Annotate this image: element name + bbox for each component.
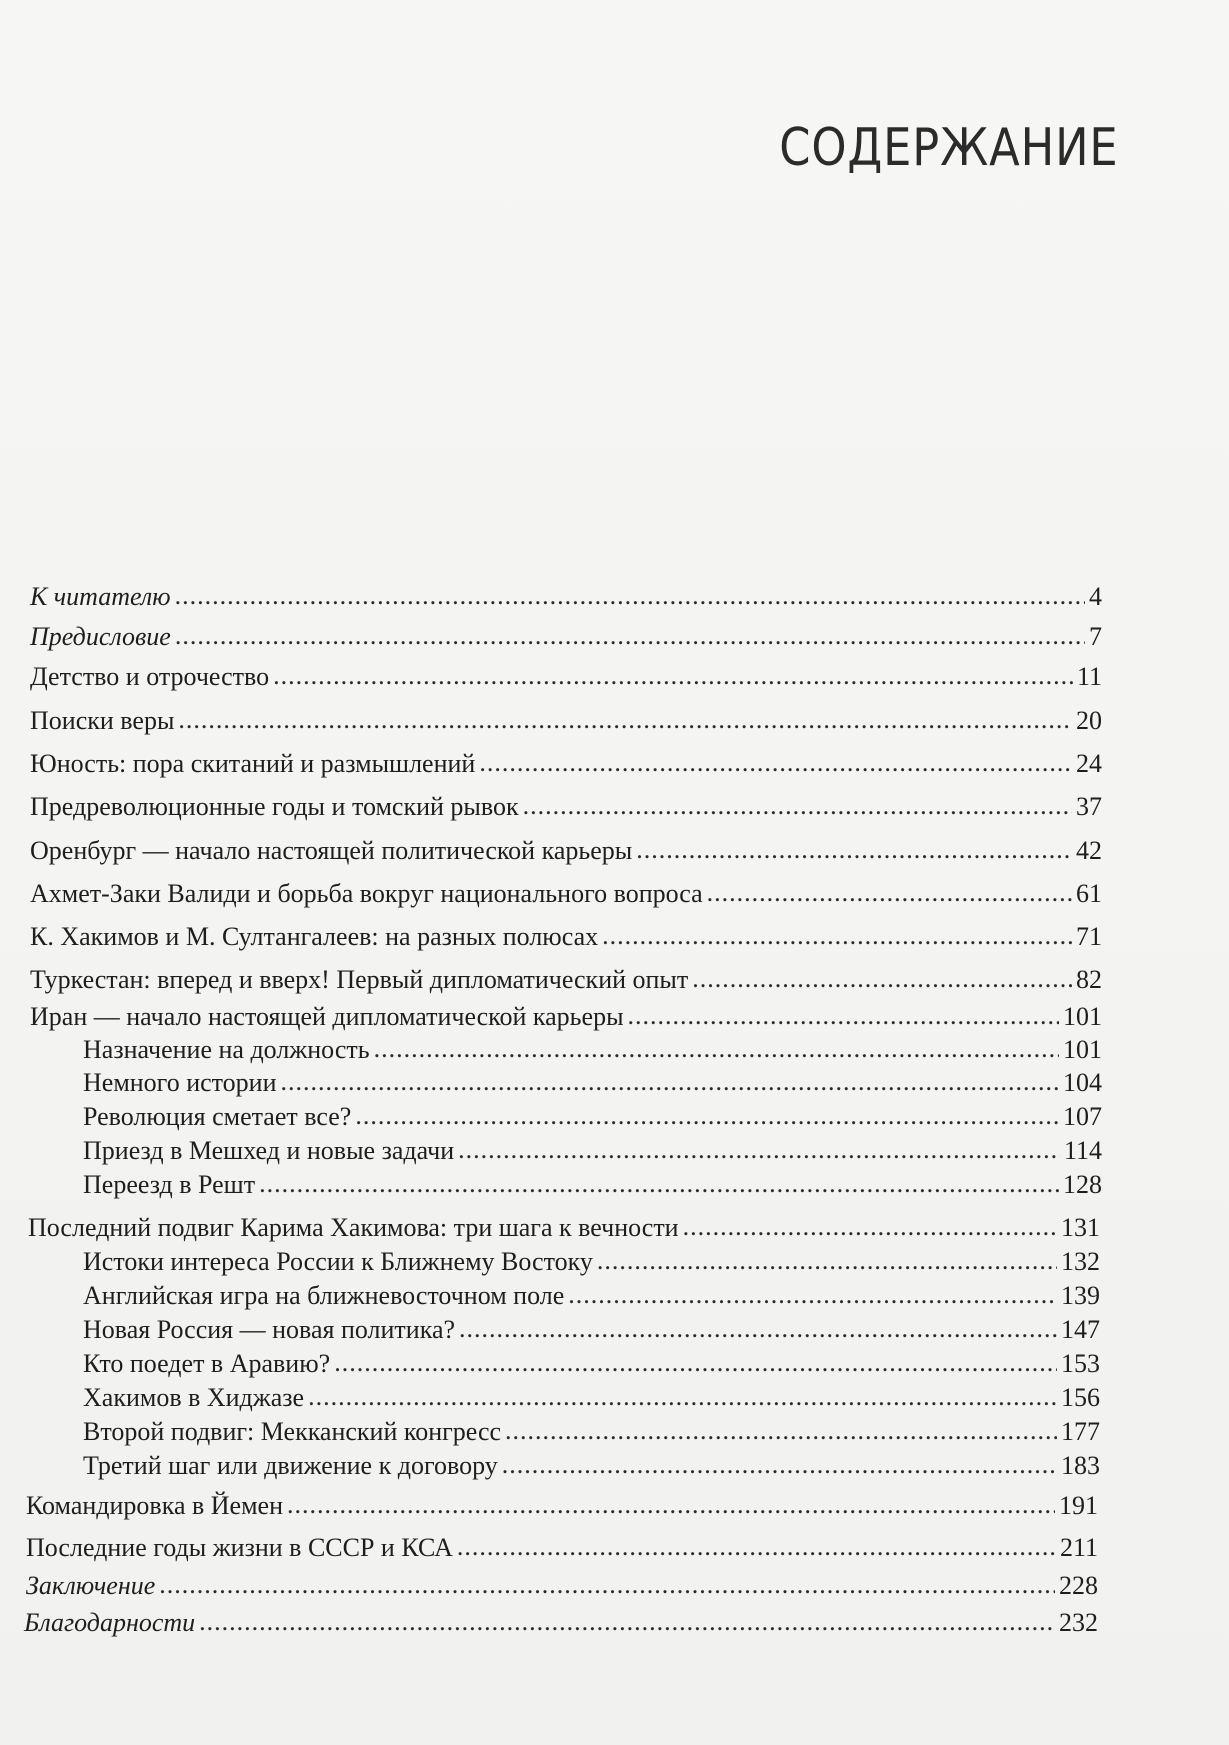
toc-entry	[26, 1533, 1098, 1563]
toc-entry-label: Кто поедет в Аравию?	[83, 1349, 331, 1378]
toc-entry-label: Детство и отрочество	[30, 662, 270, 691]
toc-leader-dots	[273, 661, 1073, 691]
toc-entry-page: 37	[1076, 792, 1102, 821]
toc-entry-page: 147	[1061, 1315, 1100, 1344]
toc-subentry	[83, 1170, 1102, 1200]
toc-entry-label: Третий шаг или движение к договору	[83, 1451, 498, 1480]
toc-entry-label: Юность: пора скитаний и размышлений	[30, 749, 476, 778]
toc-entry-page: 11	[1076, 662, 1102, 691]
page-title: СОДЕРЖАНИЕ	[779, 118, 1119, 178]
toc-entry-label: Предисловие	[30, 622, 171, 651]
toc-entry-page: 42	[1076, 836, 1102, 865]
toc-leader-dots	[175, 581, 1085, 611]
toc-entry-page: 101	[1063, 1035, 1102, 1064]
toc-leader-dots	[334, 1348, 1057, 1378]
toc-entry-page: 191	[1059, 1491, 1098, 1520]
toc-entry	[30, 922, 1102, 952]
toc-entry	[30, 749, 1102, 779]
toc-entry-label: Заключение	[26, 1571, 156, 1600]
toc-leader-dots	[707, 878, 1072, 908]
toc-entry-label: Последний подвиг Карима Хакимова: три шага к вечности	[28, 1213, 679, 1242]
toc-leader-dots	[458, 1135, 1060, 1165]
toc-entry-label: Истоки интереса России к Ближнему Востоку	[83, 1247, 593, 1276]
toc-entry-label: Второй подвиг: Мекканский конгресс	[83, 1417, 502, 1446]
toc-entry-label: Иран — начало настоящей дипломатической карьеры	[30, 1002, 624, 1031]
toc-leader-dots	[159, 1570, 1055, 1600]
toc-subentry	[83, 1068, 1102, 1098]
toc-entry	[28, 1213, 1100, 1243]
toc-entry-label: Предреволюционные годы и томский рывок	[30, 792, 519, 821]
toc-entry	[30, 662, 1102, 692]
toc-leader-dots	[178, 705, 1072, 735]
toc-entry-label: Ахмет-Заки Валиди и борьба вокруг национального вопроса	[30, 879, 703, 908]
toc-entry	[24, 1608, 1098, 1638]
toc-entry-label: Командировка в Йемен	[26, 1491, 283, 1520]
toc-leader-dots	[479, 748, 1072, 778]
toc-leader-dots	[374, 1034, 1059, 1064]
toc-leader-dots	[597, 1246, 1057, 1276]
bleed-through-text: ⁠ ⁠ ⁠ ⁠ ⁠ ⁠ ⁠ ⁠ ⁠ ⁠ ⁠	[44, 126, 194, 177]
toc-subentry	[83, 1281, 1100, 1311]
toc-entry	[30, 582, 1102, 612]
toc-subentry	[83, 1035, 1102, 1065]
toc-subentry	[83, 1136, 1102, 1166]
toc-leader-dots	[505, 1416, 1057, 1446]
toc-entry-label: К читателю	[30, 582, 171, 611]
toc-leader-dots	[502, 1450, 1057, 1480]
toc-entry-page: 153	[1061, 1349, 1100, 1378]
toc-entry-label: Туркестан: вперед и вверх! Первый дипломатический опыт	[30, 965, 689, 994]
toc-entry-page: 132	[1061, 1247, 1100, 1276]
toc-subentry	[83, 1102, 1102, 1132]
toc-entry	[30, 792, 1102, 822]
toc-entry-page: 24	[1076, 749, 1102, 778]
toc-entry-label: Последние годы жизни в СССР и КСА	[26, 1533, 453, 1562]
toc-entry-label: Оренбург — начало настоящей политической карьеры	[30, 836, 633, 865]
toc-subentry	[83, 1383, 1100, 1413]
toc-leader-dots	[287, 1490, 1055, 1520]
toc-entry-page: 183	[1061, 1451, 1100, 1480]
toc-entry-page: 20	[1076, 706, 1102, 735]
toc-entry-label: Хакимов в Хиджазе	[83, 1383, 305, 1412]
toc-subentry	[83, 1247, 1100, 1277]
toc-entry-page: 71	[1076, 922, 1102, 951]
toc-subentry	[83, 1417, 1100, 1447]
toc-entry	[30, 622, 1102, 652]
toc-entry-label: Переезд в Решт	[83, 1170, 256, 1199]
toc-entry	[30, 965, 1102, 995]
toc-entry-page: 101	[1063, 1002, 1102, 1031]
toc-leader-dots	[523, 791, 1072, 821]
toc-entry	[30, 706, 1102, 736]
toc-entry-page: 211	[1059, 1533, 1098, 1562]
toc-entry	[26, 1491, 1098, 1521]
toc-entry-label: Приезд в Мешхед и новые задачи	[83, 1136, 455, 1165]
toc-entry-page: 139	[1061, 1281, 1100, 1310]
toc-leader-dots	[259, 1169, 1059, 1199]
toc-entry-page: 232	[1059, 1608, 1098, 1637]
toc-leader-dots	[199, 1607, 1055, 1637]
toc-entry-label: Благодарности	[24, 1608, 196, 1637]
toc-leader-dots	[457, 1532, 1056, 1562]
toc-entry-page: 7	[1089, 622, 1102, 651]
toc-leader-dots	[692, 964, 1072, 994]
toc-entry	[30, 1002, 1102, 1032]
toc-entry-label: Английская игра на ближневосточном поле	[83, 1281, 565, 1310]
toc-entry-page: 4	[1089, 582, 1102, 611]
toc-leader-dots	[281, 1067, 1059, 1097]
toc-entry-label: Назначение на должность	[83, 1035, 370, 1064]
toc-leader-dots	[355, 1101, 1059, 1131]
toc-leader-dots	[628, 1001, 1059, 1031]
toc-entry-page: 61	[1076, 879, 1102, 908]
toc-leader-dots	[636, 835, 1072, 865]
toc-entry-page: 107	[1063, 1102, 1102, 1131]
toc-entry-label: Поиски веры	[30, 706, 175, 735]
toc-subentry	[83, 1451, 1100, 1481]
toc-leader-dots	[683, 1212, 1057, 1242]
toc-leader-dots	[568, 1280, 1057, 1310]
toc-entry	[30, 879, 1102, 909]
toc-entry	[26, 1571, 1098, 1601]
toc-entry-page: 228	[1059, 1571, 1098, 1600]
toc-leader-dots	[602, 921, 1072, 951]
toc-entry-page: 131	[1061, 1213, 1100, 1242]
toc-entry-label: Революция сметает все?	[83, 1102, 352, 1131]
toc-entry-label: К. Хакимов и М. Султангалеев: на разных полюсах	[30, 922, 599, 951]
toc-leader-dots	[308, 1382, 1057, 1412]
toc-leader-dots	[175, 621, 1085, 651]
toc-entry-page: 177	[1061, 1417, 1100, 1446]
toc-entry-page: 104	[1063, 1068, 1102, 1097]
toc-entry-page: 128	[1063, 1170, 1102, 1199]
toc-entry-page: 156	[1061, 1383, 1100, 1412]
toc-entry-label: Немного истории	[83, 1068, 277, 1097]
toc-entry-page: 114	[1063, 1136, 1102, 1165]
toc-entry-label: Новая Россия — новая политика?	[83, 1315, 456, 1344]
toc-entry	[30, 836, 1102, 866]
toc-leader-dots	[459, 1314, 1057, 1344]
toc-subentry	[83, 1315, 1100, 1345]
toc-subentry	[83, 1349, 1100, 1379]
toc-entry-page: 82	[1076, 965, 1102, 994]
